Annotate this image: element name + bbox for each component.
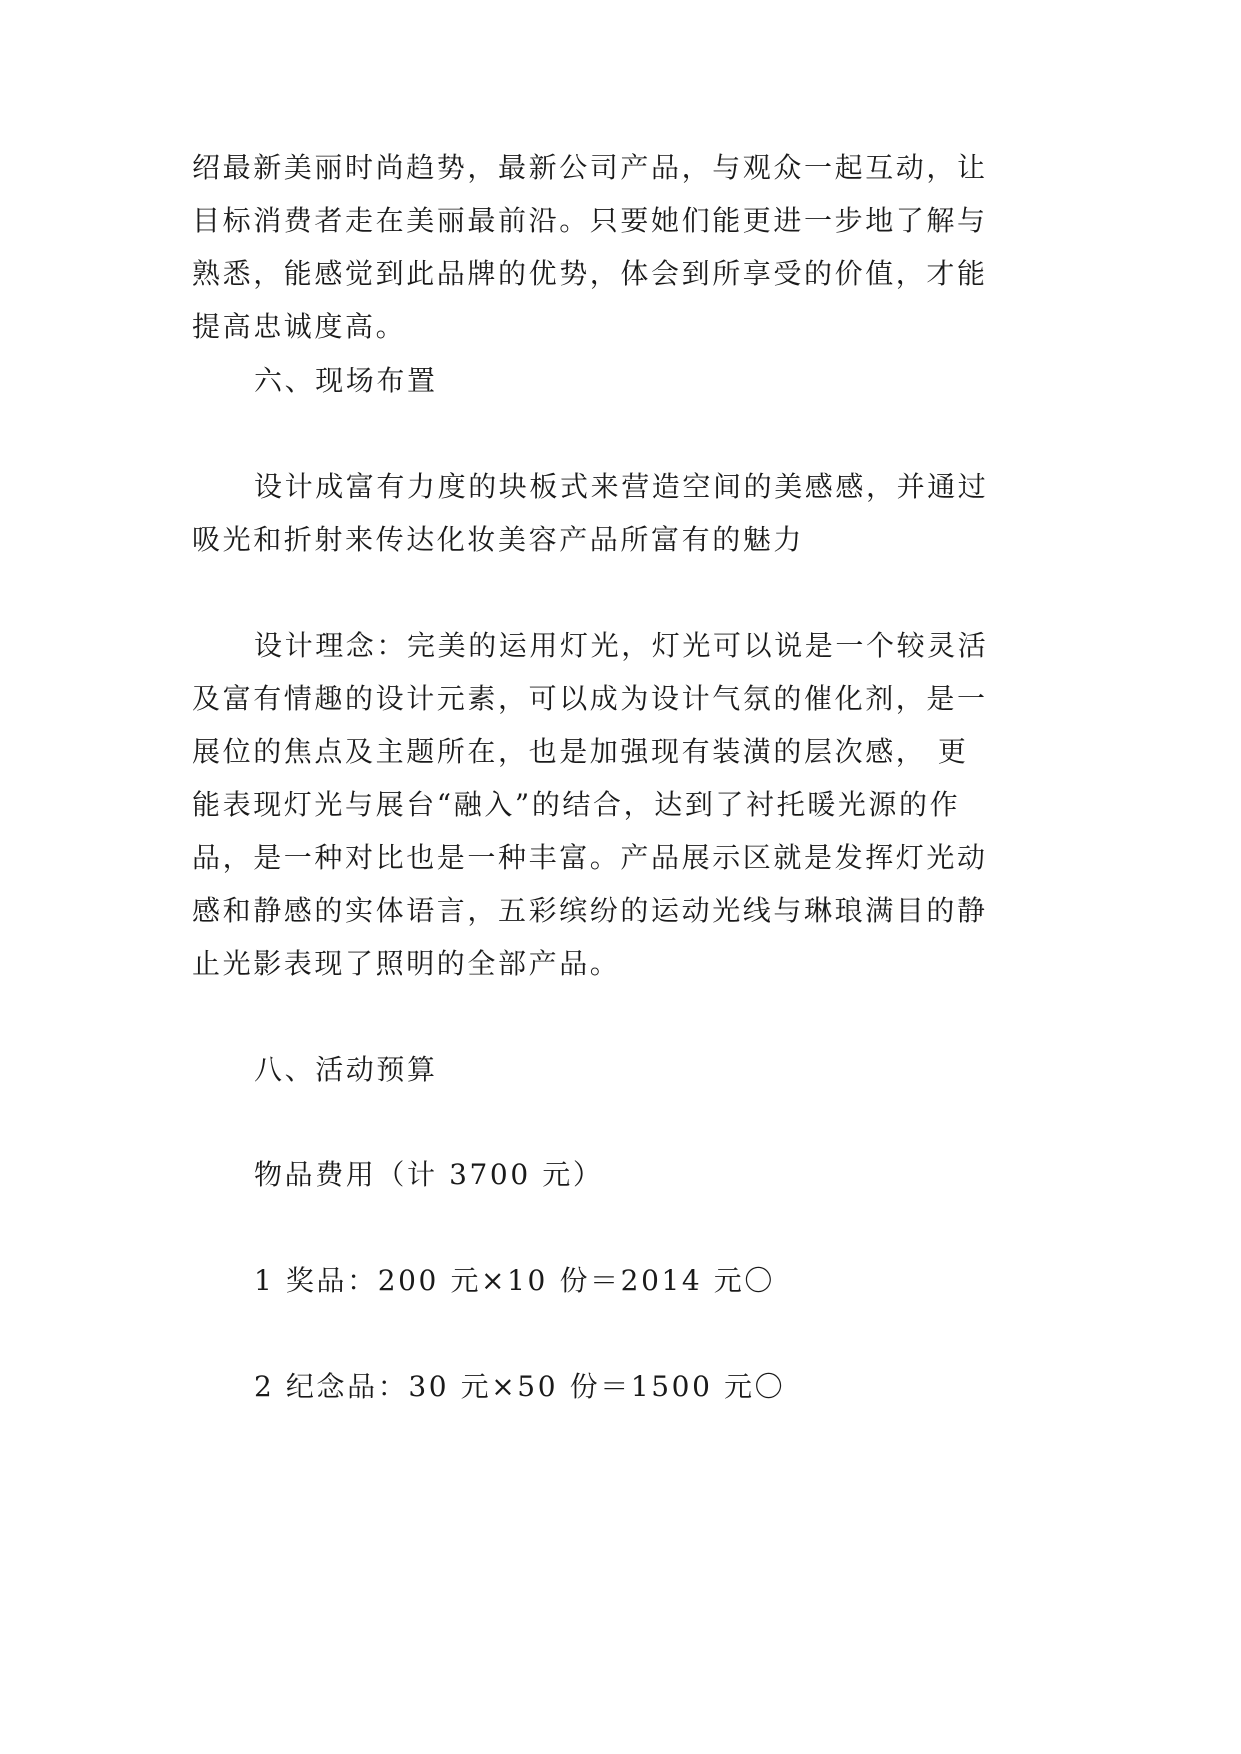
intro-line-1: 绍最新美丽时尚趋势，最新公司产品，与观众一起互动，让 <box>192 151 988 184</box>
section-six-heading: 六、现场布置 <box>254 364 438 397</box>
design-line-6: 感和静感的实体语言，五彩缤纷的运动光线与琳琅满目的静 <box>192 894 988 927</box>
layout-line-1: 设计成富有力度的块板式来营造空间的美感感，并通过 <box>254 470 989 503</box>
design-line-2: 及富有情趣的设计元素，可以成为设计气氛的催化剂，是一 <box>192 682 988 715</box>
layout-line-2: 吸光和折射来传达化妆美容产品所富有的魅力 <box>192 523 805 556</box>
budget-item-2: 2 纪念品：30 元×50 份＝1500 元〇 <box>254 1370 786 1403</box>
design-line-3: 展位的焦点及主题所在，也是加强现有装潢的层次感， 更 <box>192 735 969 768</box>
design-line-5: 品，是一种对比也是一种丰富。产品展示区就是发挥灯光动 <box>192 841 988 874</box>
design-line-4: 能表现灯光与展台“融入”的结合，达到了衬托暖光源的作 <box>192 788 961 821</box>
intro-line-4: 提高忠诚度高。 <box>192 310 407 343</box>
design-line-7: 止光影表现了照明的全部产品。 <box>192 947 621 980</box>
intro-line-2: 目标消费者走在美丽最前沿。只要她们能更进一步地了解与 <box>192 204 988 237</box>
design-line-1: 设计理念：完美的运用灯光，灯光可以说是一个较灵活 <box>254 629 989 662</box>
section-eight-heading: 八、活动预算 <box>254 1053 438 1086</box>
budget-item-1: 1 奖品：200 元×10 份＝2014 元〇 <box>254 1264 776 1297</box>
budget-items-heading: 物品费用（计 3700 元） <box>254 1158 604 1191</box>
intro-line-3: 熟悉，能感觉到此品牌的优势，体会到所享受的价值，才能 <box>192 257 988 290</box>
